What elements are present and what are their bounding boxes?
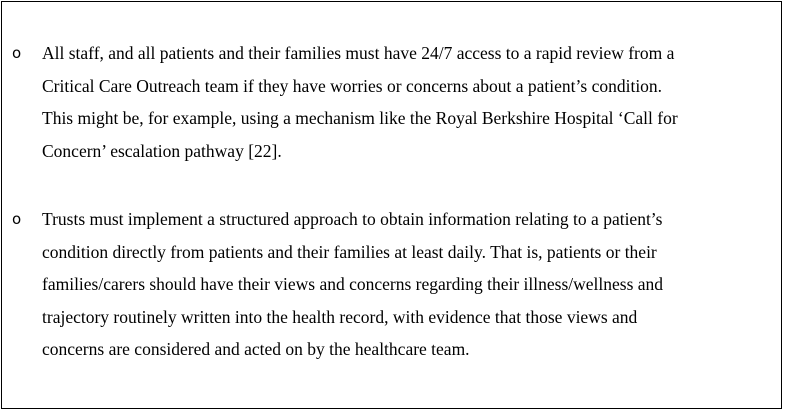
paragraph-line: families/carers should have their views and concerns regarding their illness/wellness and bbox=[42, 274, 664, 294]
bullet-marker: o bbox=[12, 44, 22, 62]
text-box bbox=[1, 1, 782, 409]
paragraph-line: Trusts must implement a structured approach to obtain information relating to a patient’s bbox=[42, 209, 663, 229]
bullet-marker: o bbox=[12, 210, 22, 228]
paragraph-line: Concern’ escalation pathway [22]. bbox=[42, 140, 282, 161]
paragraph-line: Critical Care Outreach team if they have worries or concerns about a patient’s condition. bbox=[42, 75, 663, 96]
paragraph-line: All staff, and all patients and their families must have 24/7 access to a rapid review from a bbox=[42, 43, 675, 63]
bullet-paragraph bbox=[42, 203, 774, 366]
bullet-paragraph bbox=[42, 37, 774, 167]
paragraph-line: This might be, for example, using a mechanism like the Royal Berkshire Hospital ‘Call for bbox=[42, 108, 678, 128]
paragraph-line: trajectory routinely written into the health record, with evidence that those views and bbox=[42, 306, 638, 327]
paragraph-line: condition directly from patients and their families at least daily. That is, patients or their bbox=[42, 241, 657, 262]
paragraph-line: concerns are considered and acted on by the healthcare team. bbox=[42, 339, 470, 359]
